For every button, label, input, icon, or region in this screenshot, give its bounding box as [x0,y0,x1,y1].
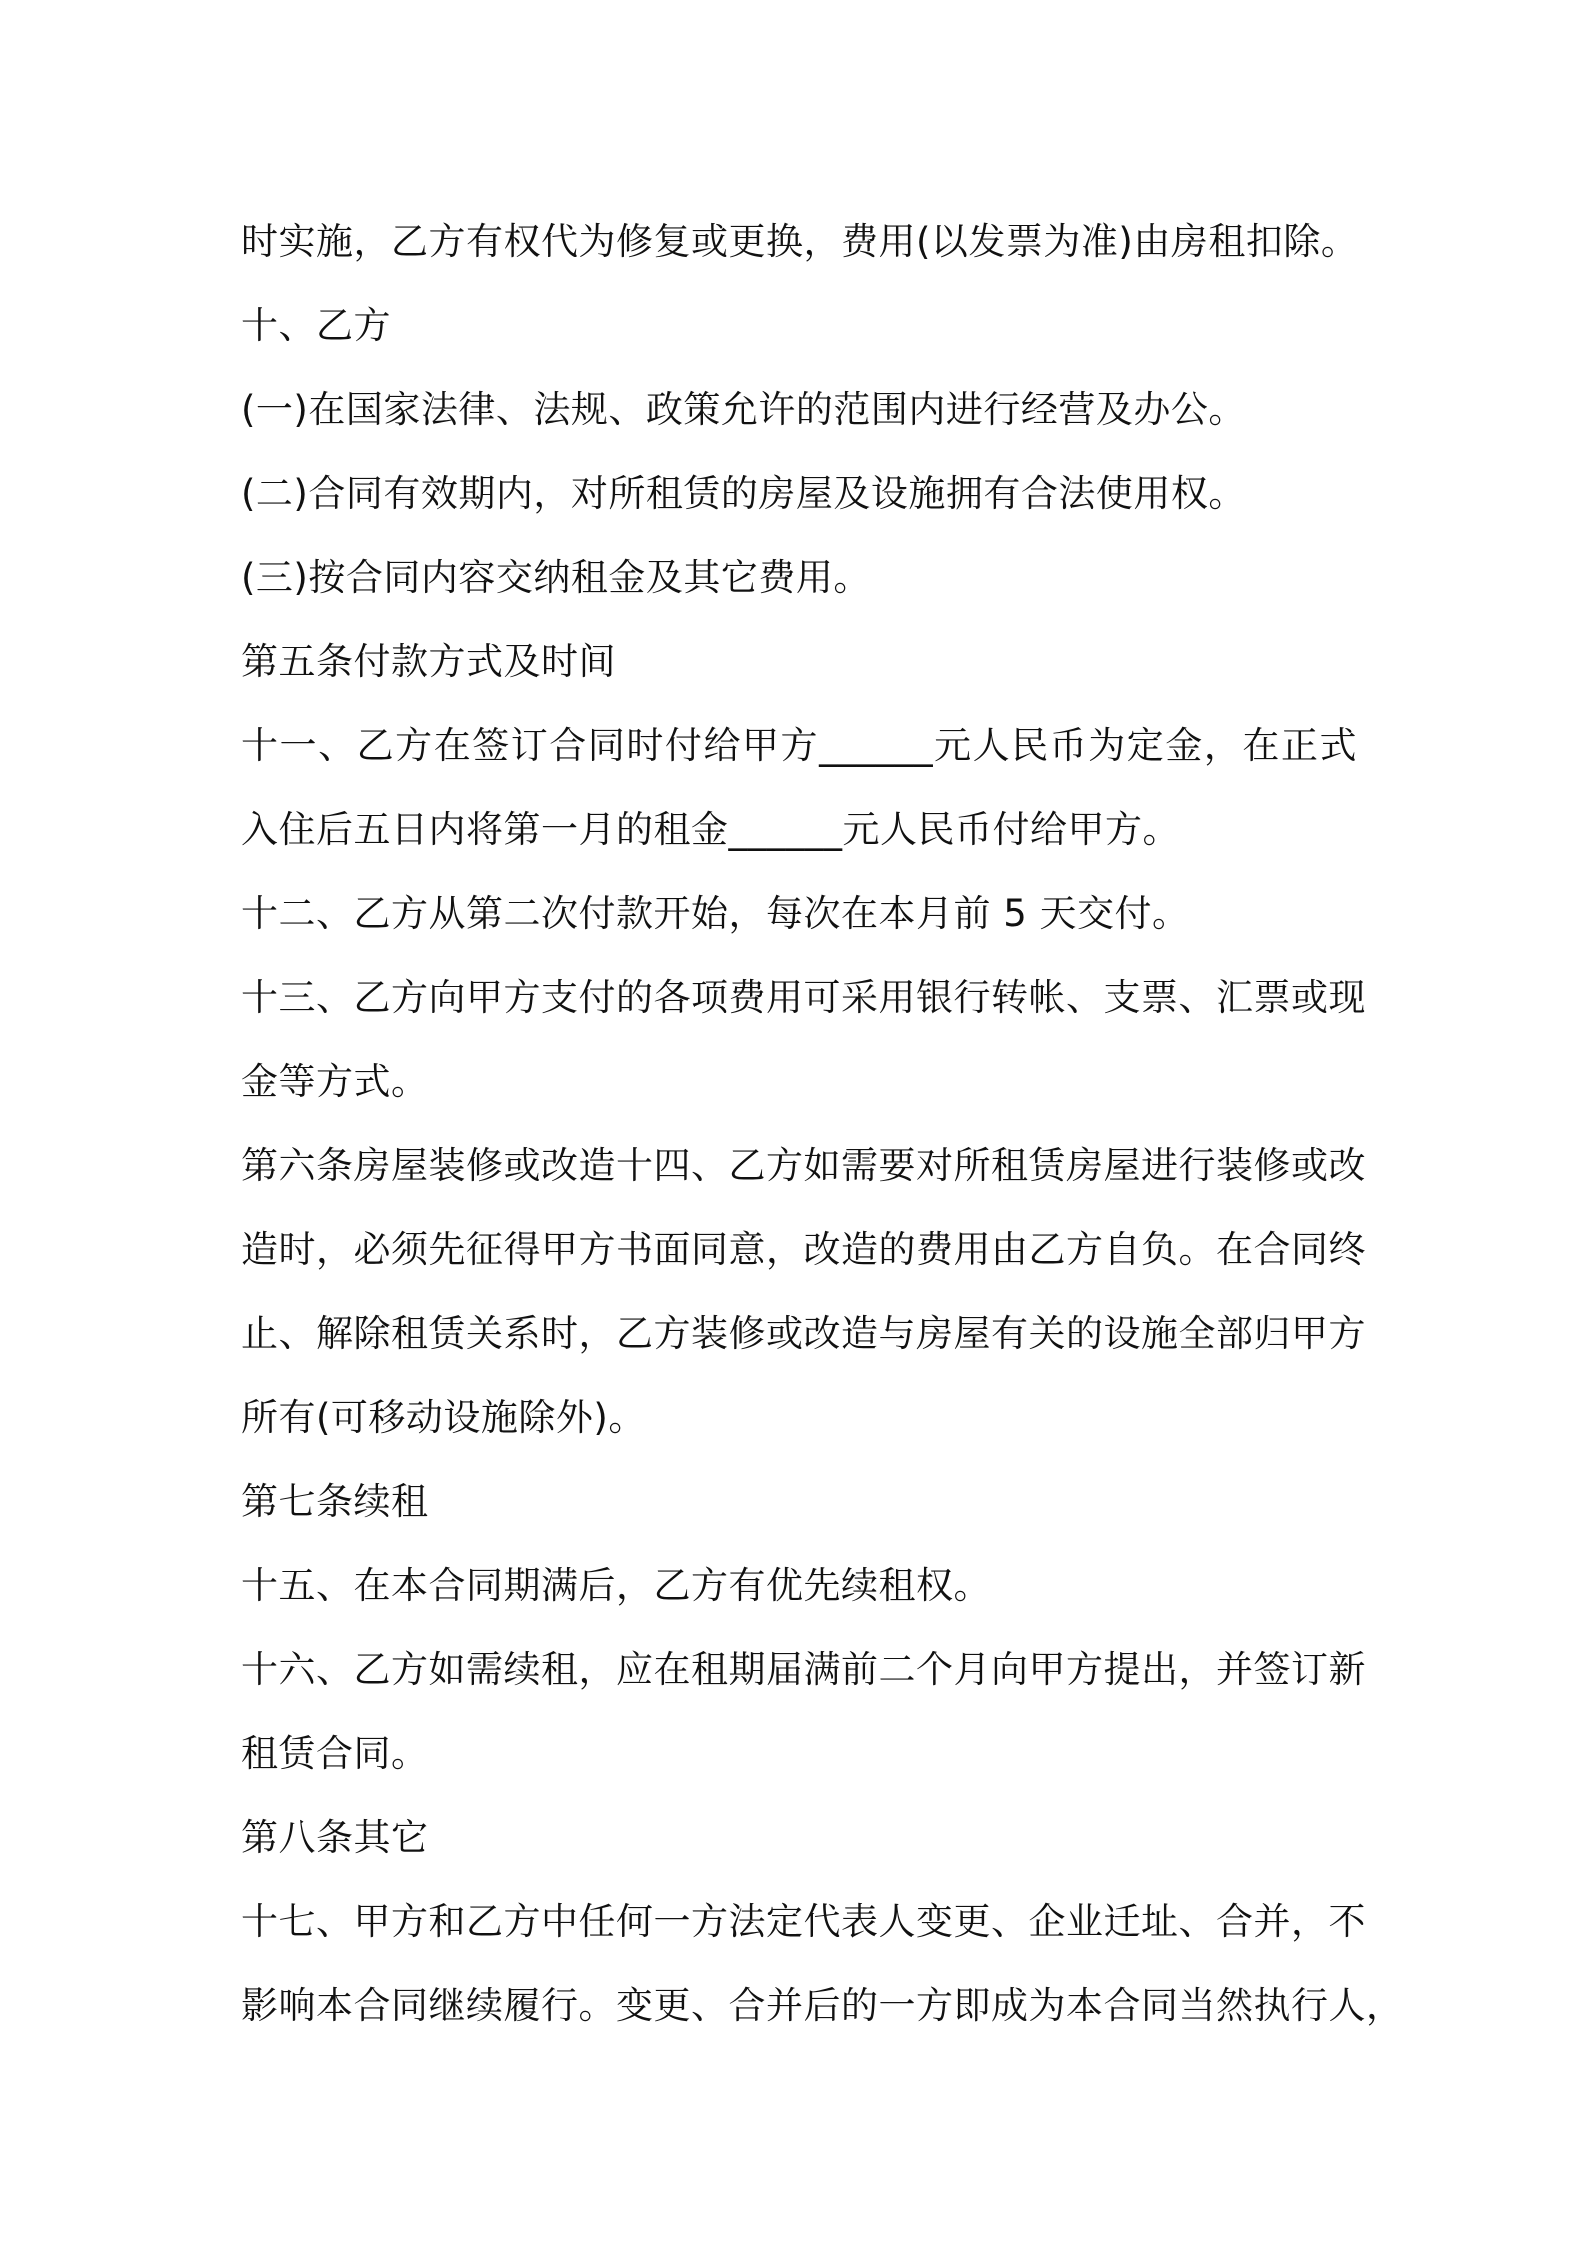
document-body [241,200,1404,2048]
text-line: 所有(可移动设施除外)。 [241,1396,646,1439]
text-line: 十二、乙方从第二次付款开始，每次在本月前 5 天交付。 [241,892,1190,935]
article-heading: 第五条付款方式及时间 [241,640,616,683]
section-heading: 十、乙方 [241,304,391,347]
text-line: 造时，必须先征得甲方书面同意，改造的费用由乙方自负。在合同终 [241,1228,1366,1271]
article-heading: 第八条其它 [241,1816,429,1859]
text-line: 入住后五日内将第一月的租金______元人民币付给甲方。 [241,808,1180,851]
text-line: (一)在国家法律、法规、政策允许的范围内进行经营及办公。 [241,388,1246,431]
text-line: 十五、在本合同期满后，乙方有优先续租权。 [241,1564,991,1607]
text-line: 时实施，乙方有权代为修复或更换，费用(以发票为准)由房租扣除。 [241,220,1359,263]
text-line: (二)合同有效期内，对所租赁的房屋及设施拥有合法使用权。 [241,472,1246,515]
text-line: 止、解除租赁关系时，乙方装修或改造与房屋有关的设施全部归甲方 [241,1312,1366,1355]
text-line: 十一、乙方在签订合同时付给甲方______元人民币为定金，在正式 [241,724,1357,767]
text-line: (三)按合同内容交纳租金及其它费用。 [241,556,871,599]
article-heading: 第七条续租 [241,1480,429,1523]
text-line: 租赁合同。 [241,1732,429,1775]
text-line: 十六、乙方如需续租，应在租期届满前二个月向甲方提出，并签订新 [241,1648,1366,1691]
text-line: 十七、甲方和乙方中任何一方法定代表人变更、企业迁址、合并，不 [241,1900,1366,1943]
text-line: 金等方式。 [241,1060,429,1103]
text-line: 影响本合同继续履行。变更、合并后的一方即成为本合同当然执行人， [241,1984,1404,2027]
text-line: 第六条房屋装修或改造十四、乙方如需要对所租赁房屋进行装修或改 [241,1144,1366,1187]
text-line: 十三、乙方向甲方支付的各项费用可采用银行转帐、支票、汇票或现 [241,976,1366,1019]
